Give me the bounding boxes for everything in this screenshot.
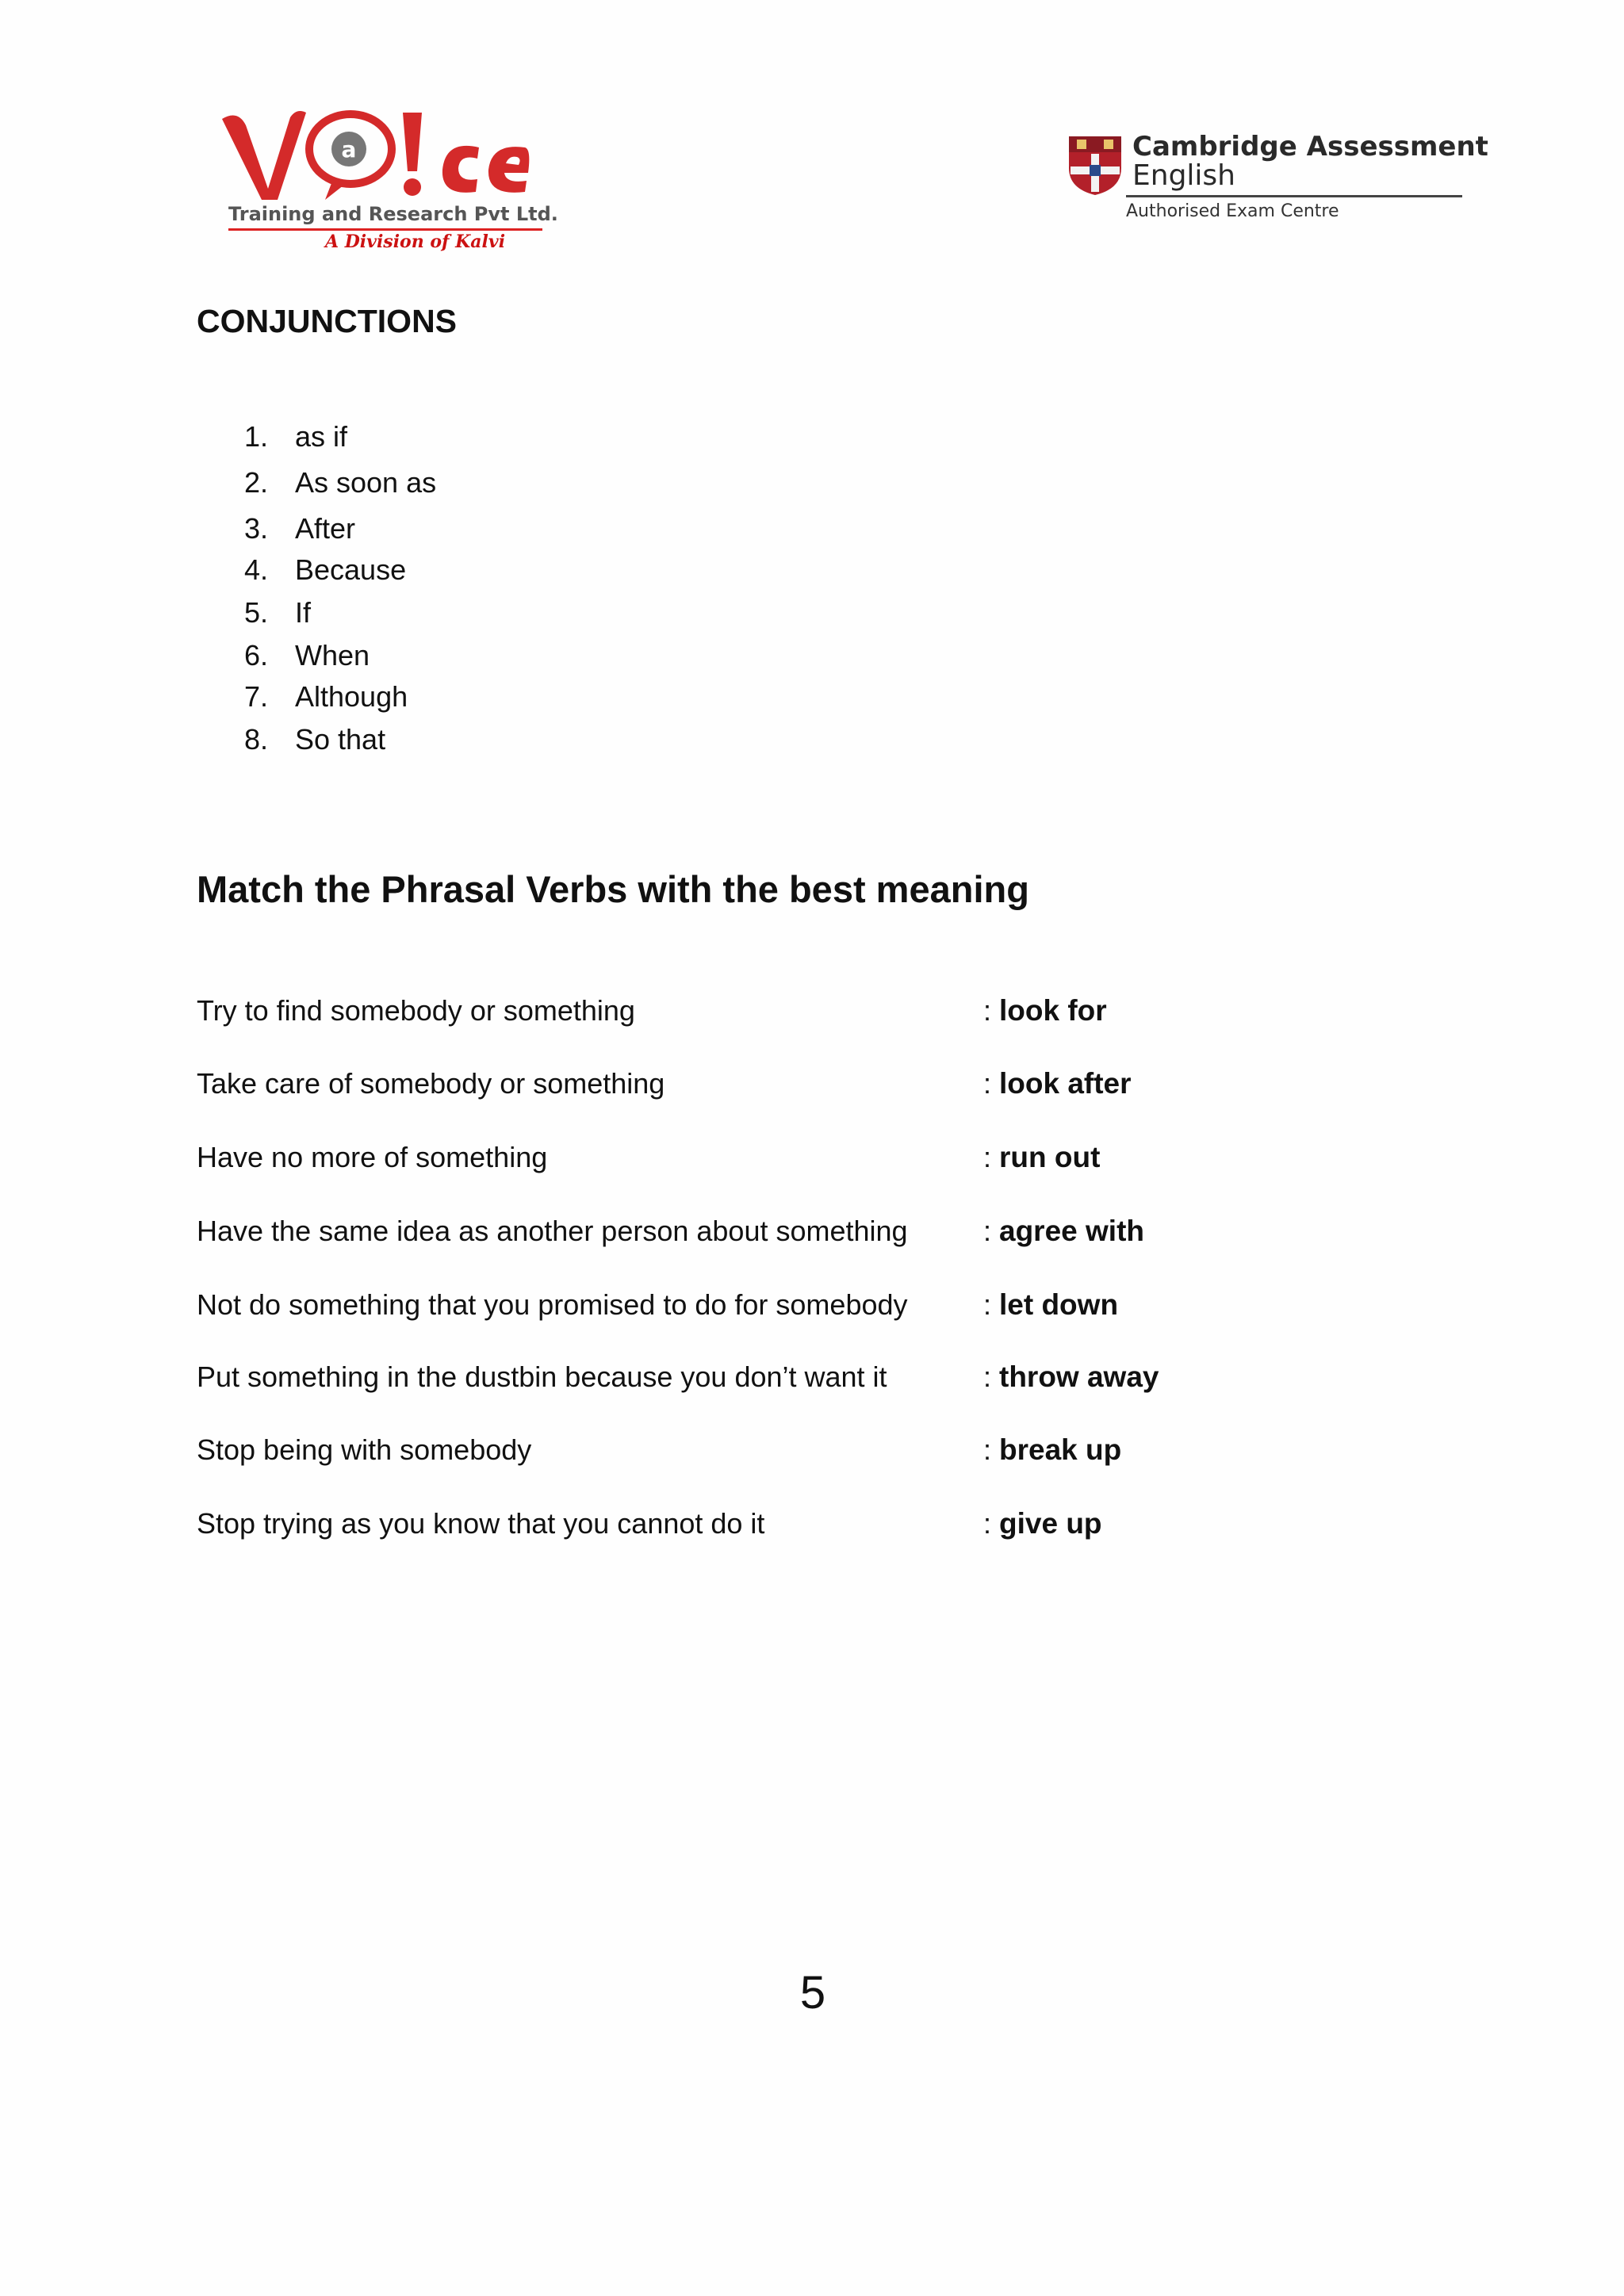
match-row — [197, 994, 1465, 1034]
cambridge-shield-icon — [1066, 133, 1124, 197]
list-item — [244, 680, 720, 717]
list-item — [244, 639, 720, 675]
match-row — [197, 1360, 1465, 1400]
cambridge-subtitle: Authorised Exam Centre — [1126, 201, 1339, 221]
match-verb: look after — [999, 1067, 1132, 1100]
page-number: 5 — [799, 1967, 826, 2019]
match-separator: : — [983, 1215, 992, 1247]
match-row — [197, 1215, 1465, 1254]
phrasal-verbs-heading: Match the Phrasal Verbs with the best meaning — [197, 868, 1029, 910]
match-meaning: Stop being with somebody — [197, 1433, 532, 1466]
voice-ce-letters — [430, 124, 549, 206]
list-item-text: If — [295, 596, 312, 629]
match-row — [197, 1288, 1465, 1328]
match-meaning: Try to find somebody or something — [197, 994, 635, 1027]
list-item-text: When — [295, 639, 370, 672]
list-item — [244, 553, 720, 590]
voice-divider — [228, 228, 542, 231]
match-separator: : — [983, 1141, 992, 1173]
list-item-text: as if — [295, 420, 348, 453]
match-meaning: Have no more of something — [197, 1141, 548, 1173]
list-item-text: As soon as — [295, 466, 437, 499]
list-item-number: 4. — [244, 553, 269, 586]
match-meaning: Take care of somebody or something — [197, 1067, 665, 1100]
match-separator: : — [983, 1360, 992, 1393]
match-verb: run out — [999, 1141, 1101, 1173]
match-meaning: Have the same idea as another person about something — [197, 1215, 908, 1247]
voice-subtitle: Training and Research Pvt Ltd. — [228, 203, 558, 225]
list-item — [244, 466, 720, 503]
cambridge-logo — [1066, 128, 1488, 224]
list-item-number: 1. — [244, 420, 269, 453]
conjunctions-heading: CONJUNCTIONS — [197, 303, 458, 339]
cambridge-title-english: English — [1132, 159, 1235, 192]
list-item — [244, 596, 720, 633]
svg-text:a: a — [341, 136, 357, 163]
match-row — [197, 1067, 1465, 1107]
match-verb: break up — [999, 1433, 1122, 1466]
match-verb: give up — [999, 1507, 1102, 1540]
list-item — [244, 512, 720, 549]
match-verb: throw away — [999, 1360, 1159, 1393]
voice-tagline: A Division of Kalvi — [325, 232, 506, 252]
match-verb: let down — [999, 1288, 1119, 1321]
list-item-number: 2. — [244, 466, 269, 499]
match-separator: : — [983, 1288, 992, 1321]
match-row — [197, 1433, 1465, 1473]
list-item-text: After — [295, 512, 356, 545]
list-item-number: 5. — [244, 596, 269, 629]
list-item-text: Although — [295, 680, 408, 713]
list-item-text: So that — [295, 723, 386, 756]
match-row — [197, 1507, 1465, 1547]
match-meaning: Put something in the dustbin because you don’t want it — [197, 1360, 887, 1393]
list-item-text: Because — [295, 553, 407, 586]
list-item-number: 3. — [244, 512, 269, 545]
match-verb: agree with — [999, 1215, 1144, 1247]
voice-logo — [214, 101, 558, 252]
match-separator: : — [983, 1433, 992, 1466]
list-item-number: 7. — [244, 680, 269, 713]
list-item — [244, 420, 720, 457]
list-item-number: 8. — [244, 723, 269, 756]
match-separator: : — [983, 1507, 992, 1540]
list-item-number: 6. — [244, 639, 269, 672]
cambridge-title: Cambridge Assessment — [1132, 131, 1488, 163]
match-meaning: Stop trying as you know that you cannot do it — [197, 1507, 765, 1540]
list-item — [244, 723, 720, 760]
match-verb: look for — [999, 994, 1107, 1027]
match-separator: : — [983, 994, 992, 1027]
match-separator: : — [983, 1067, 992, 1100]
match-row — [197, 1141, 1465, 1181]
match-meaning: Not do something that you promised to do for somebody — [197, 1288, 908, 1321]
cambridge-divider — [1126, 195, 1462, 197]
